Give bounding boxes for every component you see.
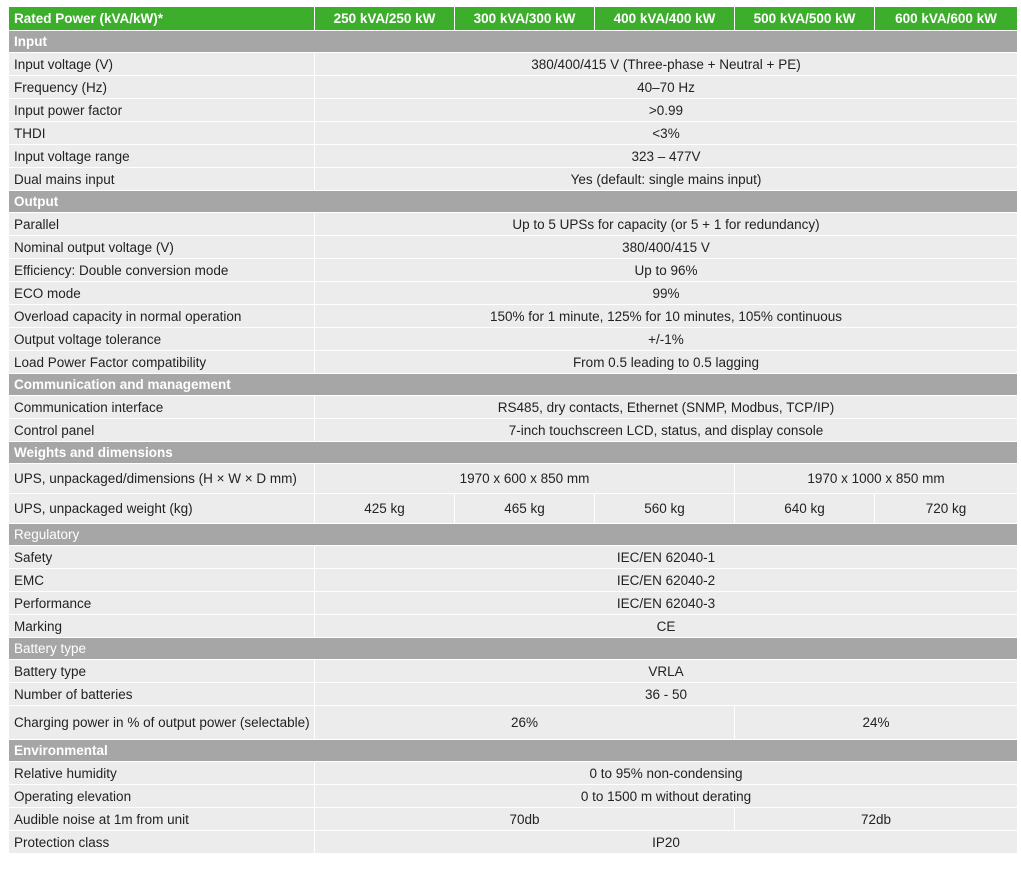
row-label: Dual mains input <box>9 168 315 191</box>
row-label: Communication interface <box>9 396 315 419</box>
section-title: Communication and management <box>9 374 1018 396</box>
model-600-header: 600 kVA/600 kW <box>875 7 1018 31</box>
row-value: 7-inch touchscreen LCD, status, and display console <box>315 419 1018 442</box>
dims-large-value: 1970 x 1000 x 850 mm <box>735 464 1018 494</box>
row-value: CE <box>315 615 1018 638</box>
dims-small-value: 1970 x 600 x 850 mm <box>315 464 735 494</box>
row-label: Control panel <box>9 419 315 442</box>
table-row <box>9 213 1018 236</box>
model-250-header: 250 kVA/250 kW <box>315 7 455 31</box>
row-value: Yes (default: single mains input) <box>315 168 1018 191</box>
model-300-header: 300 kVA/300 kW <box>455 7 595 31</box>
weight-600-value: 720 kg <box>875 494 1018 524</box>
section-title: Weights and dimensions <box>9 442 1018 464</box>
table-row <box>9 122 1018 145</box>
row-value: 380/400/415 V <box>315 236 1018 259</box>
row-value: 323 – 477V <box>315 145 1018 168</box>
row-label: Input voltage (V) <box>9 53 315 76</box>
row-label: UPS, unpackaged/dimensions (H × W × D mm) <box>9 464 315 494</box>
row-value: <3% <box>315 122 1018 145</box>
section-weights <box>9 442 1018 464</box>
model-400-header: 400 kVA/400 kW <box>595 7 735 31</box>
row-value: IEC/EN 62040-3 <box>315 592 1018 615</box>
row-label: Output voltage tolerance <box>9 328 315 351</box>
table-row <box>9 785 1018 808</box>
row-value: Up to 96% <box>315 259 1018 282</box>
row-value: IP20 <box>315 831 1018 854</box>
section-environmental <box>9 740 1018 762</box>
row-label: Audible noise at 1m from unit <box>9 808 315 831</box>
section-title: Regulatory <box>9 524 1018 546</box>
row-value: From 0.5 leading to 0.5 lagging <box>315 351 1018 374</box>
row-value: 36 - 50 <box>315 683 1018 706</box>
row-value: 40–70 Hz <box>315 76 1018 99</box>
header-row <box>9 7 1018 31</box>
row-label: Performance <box>9 592 315 615</box>
section-input <box>9 31 1018 53</box>
row-label: Input voltage range <box>9 145 315 168</box>
table-row <box>9 592 1018 615</box>
row-label: Operating elevation <box>9 785 315 808</box>
row-label: ECO mode <box>9 282 315 305</box>
table-row <box>9 569 1018 592</box>
table-row <box>9 351 1018 374</box>
table-row <box>9 808 1018 831</box>
row-value: Up to 5 UPSs for capacity (or 5 + 1 for redundancy) <box>315 213 1018 236</box>
row-label: Input power factor <box>9 99 315 122</box>
row-label: Nominal output voltage (V) <box>9 236 315 259</box>
section-title: Battery type <box>9 638 1018 660</box>
table-row <box>9 328 1018 351</box>
noise-large-value: 72db <box>735 808 1018 831</box>
weight-500-value: 640 kg <box>735 494 875 524</box>
section-regulatory <box>9 524 1018 546</box>
section-communication <box>9 374 1018 396</box>
table-row <box>9 831 1018 854</box>
table-row <box>9 464 1018 494</box>
row-value: VRLA <box>315 660 1018 683</box>
row-value: 150% for 1 minute, 125% for 10 minutes, 105% continuous <box>315 305 1018 328</box>
row-label: Charging power in % of output power (selectable) <box>9 706 315 740</box>
table-row <box>9 236 1018 259</box>
table-row <box>9 396 1018 419</box>
section-output <box>9 191 1018 213</box>
weight-400-value: 560 kg <box>595 494 735 524</box>
table-row <box>9 99 1018 122</box>
table-row <box>9 660 1018 683</box>
charging-large-value: 24% <box>735 706 1018 740</box>
row-label: Parallel <box>9 213 315 236</box>
table-row <box>9 546 1018 569</box>
weight-300-value: 465 kg <box>455 494 595 524</box>
row-value: 380/400/415 V (Three-phase + Neutral + PE) <box>315 53 1018 76</box>
section-title: Environmental <box>9 740 1018 762</box>
row-value: 0 to 95% non-condensing <box>315 762 1018 785</box>
row-value: 99% <box>315 282 1018 305</box>
table-row <box>9 53 1018 76</box>
row-value: IEC/EN 62040-1 <box>315 546 1018 569</box>
row-label: Overload capacity in normal operation <box>9 305 315 328</box>
charging-small-value: 26% <box>315 706 735 740</box>
row-label: Relative humidity <box>9 762 315 785</box>
table-row <box>9 305 1018 328</box>
table-row <box>9 259 1018 282</box>
row-label: THDI <box>9 122 315 145</box>
table-row <box>9 615 1018 638</box>
section-title: Output <box>9 191 1018 213</box>
table-row <box>9 76 1018 99</box>
row-label: EMC <box>9 569 315 592</box>
row-label: UPS, unpackaged weight (kg) <box>9 494 315 524</box>
table-row <box>9 168 1018 191</box>
row-label: Efficiency: Double conversion mode <box>9 259 315 282</box>
section-battery <box>9 638 1018 660</box>
table-row <box>9 706 1018 740</box>
row-label: Number of batteries <box>9 683 315 706</box>
spec-table <box>8 6 1018 854</box>
row-label: Safety <box>9 546 315 569</box>
model-500-header: 500 kVA/500 kW <box>735 7 875 31</box>
section-title: Input <box>9 31 1018 53</box>
table-row <box>9 145 1018 168</box>
row-value: >0.99 <box>315 99 1018 122</box>
noise-small-value: 70db <box>315 808 735 831</box>
row-label: Battery type <box>9 660 315 683</box>
row-label: Protection class <box>9 831 315 854</box>
table-row <box>9 419 1018 442</box>
table-row <box>9 683 1018 706</box>
row-value: +/-1% <box>315 328 1018 351</box>
table-row <box>9 762 1018 785</box>
table-row <box>9 282 1018 305</box>
row-value: 0 to 1500 m without derating <box>315 785 1018 808</box>
row-value: IEC/EN 62040-2 <box>315 569 1018 592</box>
rated-power-header: Rated Power (kVA/kW)* <box>9 7 315 31</box>
row-label: Load Power Factor compatibility <box>9 351 315 374</box>
row-label: Marking <box>9 615 315 638</box>
row-value: RS485, dry contacts, Ethernet (SNMP, Modbus, TCP/IP) <box>315 396 1018 419</box>
table-row <box>9 494 1018 524</box>
weight-250-value: 425 kg <box>315 494 455 524</box>
row-label: Frequency (Hz) <box>9 76 315 99</box>
